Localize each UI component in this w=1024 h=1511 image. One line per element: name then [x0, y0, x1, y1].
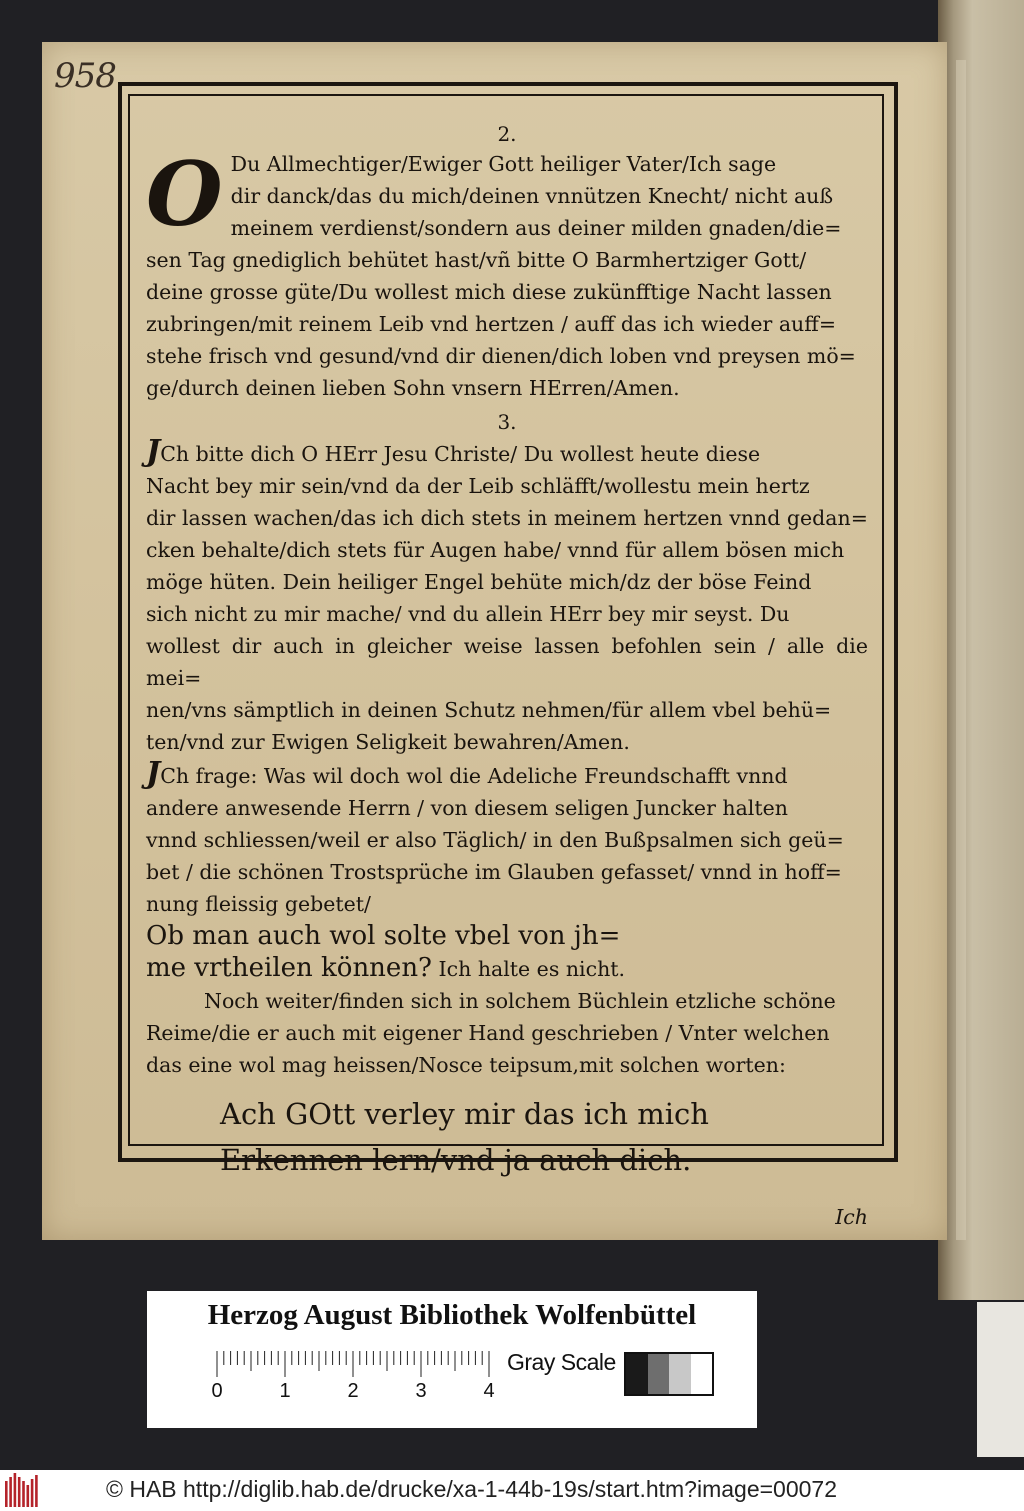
section-3-line-6 — [146, 598, 868, 630]
section-2-line-text: meinem verdienst/sondern aus deiner milden gnaden/die= — [230, 216, 842, 240]
section-3-line-text: ten/vnd zur Ewigen Seligkeit bewahren/Amen. — [146, 730, 630, 754]
gray-scale-swatches — [624, 1352, 714, 1396]
question-line-3 — [146, 824, 868, 856]
gray-scale-label: Gray Scale — [507, 1349, 616, 1375]
section-3-line-text: cken behalte/dich stets für Augen habe/ vnnd für allem bösen mich — [146, 538, 845, 562]
text-block — [146, 120, 868, 1233]
logo-bar — [31, 1479, 34, 1507]
section-3-line-text: Nacht bey mir sein/vnd da der Leib schläfft/wollestu mein hertz — [146, 474, 810, 498]
section-3-line-9 — [146, 726, 868, 758]
page-number: 958 — [54, 56, 116, 96]
further-line-2 — [146, 1017, 868, 1049]
facing-page-highlight — [956, 60, 966, 1240]
section-3-line-7 — [146, 630, 868, 694]
logo-bar — [35, 1475, 38, 1507]
section-3-line-text: nen/vns sämptlich in deinen Schutz nehmen/für allem vbel behü= — [146, 698, 832, 722]
question-large-line-1 — [146, 920, 868, 952]
section-3-line-text: wollest dir auch in gleicher weise lassen befohlen sein / alle die mei= — [146, 634, 868, 690]
section-2-line-8 — [146, 372, 868, 404]
drop-cap-o: O — [146, 142, 223, 246]
facing-page-edge — [938, 0, 1024, 1300]
question-line-text: Ch frage: Was wil doch wol die Adeliche Freundschafft vnnd — [160, 764, 788, 788]
section-3-line-8 — [146, 694, 868, 726]
section-2-line-7 — [146, 340, 868, 372]
further-line-text: Reime/die er auch mit eigener Hand geschrieben / Vnter welchen — [146, 1021, 830, 1045]
section-3-line-1 — [146, 436, 868, 470]
question-line-2 — [146, 792, 868, 824]
further-lines — [146, 985, 868, 1081]
ruler-label: 3 — [415, 1380, 427, 1402]
section-number-3: 3. — [497, 410, 517, 434]
section-2-line-2 — [146, 180, 868, 212]
ruler-label: 0 — [211, 1380, 223, 1402]
ruler-ticks — [217, 1351, 489, 1377]
question-initial: J — [146, 756, 161, 791]
further-line-3 — [146, 1049, 868, 1081]
question-paragraph — [146, 758, 868, 985]
prayer-section-3 — [146, 436, 868, 758]
section-3-line-5 — [146, 566, 868, 598]
further-line-text: Noch weiter/finden sich in solchem Büchlein etzliche schöne — [204, 989, 836, 1013]
copyright-url[interactable]: © HAB http://diglib.hab.de/drucke/xa-1-44b-19s/start.htm?image=00072 — [106, 1476, 838, 1502]
ruler-label: 1 — [279, 1380, 291, 1402]
catchword: Ich — [835, 1205, 868, 1229]
verse-block — [220, 1091, 868, 1183]
section-3-line-3 — [146, 502, 868, 534]
section-2-line-3 — [146, 212, 868, 244]
question-large-text-1: Ob man auch wol solte vbel von jh= — [146, 921, 621, 951]
ruler-label: 2 — [347, 1380, 359, 1402]
gray-swatch-3 — [669, 1354, 691, 1394]
section-2-line-text: ge/durch deinen lieben Sohn vnsern HErren/Amen. — [146, 376, 680, 400]
section-2-line-text: sen Tag gnediglich behütet hast/vñ bitte O Barmhertziger Gott/ — [146, 248, 807, 272]
further-line-text: das eine wol mag heissen/Nosce teipsum,mit solchen worten: — [146, 1053, 786, 1077]
further-line-1 — [146, 985, 868, 1017]
section-2-lines — [146, 142, 868, 404]
section-3-line-2 — [146, 470, 868, 502]
section-2-line-text: zubringen/mit reinem Leib vnd hertzen / auff das ich wieder auff= — [146, 312, 837, 336]
section-number-2: 2. — [497, 122, 517, 146]
question-line-text: bet / die schönen Trostsprüche im Glauben gefasset/ vnnd in hoff= — [146, 860, 842, 884]
question-line-1 — [146, 758, 868, 792]
section-2-line-1 — [146, 148, 868, 180]
question-large-line-2 — [146, 952, 868, 985]
gray-swatch-4 — [691, 1354, 713, 1394]
logo-bar — [22, 1481, 25, 1507]
question-line-5 — [146, 888, 868, 920]
section-3-line-text: möge hüten. Dein heiliger Engel behüte mich/dz der böse Feind — [146, 570, 812, 594]
library-name: Herzog August Bibliothek Wolfenbüttel — [207, 1299, 697, 1331]
section-2-line-4 — [146, 244, 868, 276]
section-2-line-text: deine grosse güte/Du wollest mich diese zukünfftige Nacht lassen — [146, 280, 832, 304]
ruler-labels — [211, 1380, 494, 1402]
gray-swatch-1 — [626, 1354, 648, 1394]
logo-bar — [14, 1473, 17, 1507]
adjacent-reference-card — [977, 1302, 1024, 1457]
prayer-section-2 — [146, 142, 868, 404]
section-3-initial: J — [146, 434, 161, 469]
section-3-line-text: sich nicht zu mir mache/ vnd du allein HErr bey mir seyst. Du — [146, 602, 790, 626]
question-line-text: nung fleissig gebetet/ — [146, 892, 371, 916]
question-line-text: andere anwesende Herrn / von diesem seligen Juncker halten — [146, 796, 788, 820]
footer-bar — [0, 1470, 1024, 1511]
section-3-line-4 — [146, 534, 868, 566]
logo-bar — [5, 1481, 8, 1507]
hab-logo-icon — [4, 1473, 40, 1507]
logo-bar — [18, 1477, 21, 1507]
verse-line-1: Ach GOtt verley mir das ich mich — [220, 1097, 709, 1131]
section-3-line-text: Ch bitte dich O HErr Jesu Christe/ Du wollest heute diese — [160, 442, 761, 466]
ruler-label: 4 — [483, 1380, 495, 1402]
question-line-4 — [146, 856, 868, 888]
section-3-lines — [146, 436, 868, 758]
question-line-text: vnnd schliessen/weil er also Täglich/ in den Bußpsalmen sich geü= — [146, 828, 844, 852]
section-2-line-text: Du Allmechtiger/Ewiger Gott heiliger Vater/Ich sage — [230, 152, 777, 176]
color-reference-card — [147, 1291, 757, 1428]
verse-line-2: Erkennen lern/vnd ja auch dich. — [220, 1143, 692, 1177]
section-2-line-text: stehe frisch vnd gesund/vnd dir dienen/dich loben vnd preysen mö= — [146, 344, 856, 368]
section-3-line-text: dir lassen wachen/das ich dich stets in meinem hertzen vnnd gedan= — [146, 506, 868, 530]
gray-swatch-2 — [648, 1354, 670, 1394]
question-large-text-2: me vrtheilen können? — [146, 953, 432, 983]
question-lines — [146, 758, 868, 920]
logo-bar — [27, 1485, 30, 1507]
logo-bar — [9, 1477, 12, 1507]
section-2-line-6 — [146, 308, 868, 340]
question-answer: Ich halte es nicht. — [432, 957, 626, 981]
ruler — [211, 1349, 495, 1402]
section-2-line-5 — [146, 276, 868, 308]
section-2-line-text: dir danck/das du mich/deinen vnnützen Knecht/ nicht auß — [230, 184, 834, 208]
further-paragraph — [146, 985, 868, 1081]
